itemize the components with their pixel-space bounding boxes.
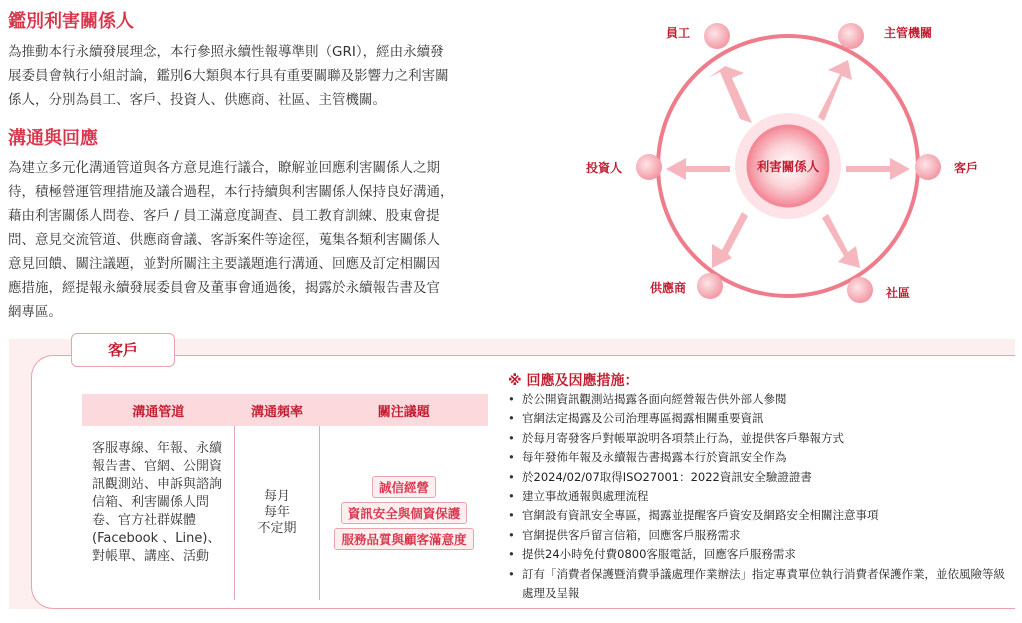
response-item: • 官網法定揭露及公司治理專區揭露相關重要資訊 <box>508 409 1013 428</box>
center-label: 利害關係人 <box>756 159 820 174</box>
response-item: • 每年發佈年報及永續報告書揭露本行於資訊安全作為 <box>508 448 1013 467</box>
topic-badge: 服務品質與顧客滿意度 <box>334 528 473 550</box>
response-item: • 官網設有資訊安全專區，揭露並提醒客戶資安及網路安全相關注意事項 <box>508 506 1013 525</box>
customer-communication-table <box>82 394 488 600</box>
customer-tab: 客戶 <box>71 333 175 367</box>
communication-line: 藉由利害關係人問卷、客戶 / 員工滿意度調查、員工教育訓練、股東會提 <box>8 208 440 224</box>
identify-line: 展委員會執行小組討論，鑑別6大類與本行具有重要關聯及影響力之利害關 <box>8 68 449 84</box>
header-frequency: 溝通頻率 <box>235 394 320 426</box>
node-supplier <box>697 273 723 299</box>
label-customer: 客戶 <box>954 161 979 175</box>
response-item: • 於2024/02/07取得ISO27001：2022資訊安全驗證證書 <box>508 468 1013 487</box>
arrow-customer <box>846 158 910 180</box>
label-investor: 投資人 <box>585 161 622 175</box>
section-title-identify: 鑑別利害關係人 <box>8 11 134 32</box>
frequency-item: 每月 <box>263 489 290 504</box>
section-title-communication: 溝通與回應 <box>8 128 98 149</box>
communication-line: 應措施，經提報永續發展委員會及董事會通過後，揭露於永續報告書及官 <box>8 280 440 296</box>
topic-badge: 誠信經營 <box>372 476 436 498</box>
channels-text: 客服專線、年報、永續報告書、官網、公開資訊觀測站、申訴與諮詢信箱、利害關係人問卷、官方社群媒體 (Facebook 、Line)、對帳單、講座、活動 <box>92 441 223 564</box>
label-employee: 員工 <box>665 26 690 40</box>
cell-frequency <box>235 426 320 600</box>
response-item: • 官網提供客戶留言信箱，回應客戶服務需求 <box>508 526 1013 545</box>
response-item: • 於每月寄發客戶對帳單說明各項禁止行為，並提供客戶舉報方式 <box>508 429 1013 448</box>
arrow-supplier <box>712 212 748 268</box>
stakeholder-diagram <box>570 0 1022 330</box>
communication-line: 為建立多元化溝通管道與各方意見進行議合，瞭解並回應利害關係人之期 <box>8 160 440 176</box>
communication-line: 問、意見交流管道、供應商會議、客訴案件等途徑，蒐集各類利害關係人 <box>8 232 440 248</box>
arrow-employee <box>708 66 752 123</box>
response-item: • 建立事故通報與處理流程 <box>508 487 1013 506</box>
topic-badge: 資訊安全與個資保護 <box>341 502 468 524</box>
label-regulator: 主管機關 <box>884 26 933 40</box>
header-topics: 關注議題 <box>320 394 489 426</box>
response-item: • 提供24小時免付費0800客服電話，回應客戶服務需求 <box>508 545 1013 564</box>
response-list <box>508 390 1013 603</box>
node-community <box>847 277 873 303</box>
arrow-community <box>822 214 860 268</box>
node-investor <box>636 154 662 180</box>
node-employee <box>704 23 730 49</box>
header-channel: 溝通管道 <box>82 394 235 426</box>
communication-line: 意見回饋、關注議題，並對所關注主要議題進行溝通、回應及訂定相關因 <box>8 256 440 272</box>
response-item: • 訂有「消費者保護暨消費爭議處理作業辦法」指定專責單位執行消費者保護作業，並依風險等級處理及呈報 <box>508 565 1013 604</box>
node-customer <box>915 154 941 180</box>
communication-line: 待，積極營運管理措施及議合過程，本行持續與利害關係人保持良好溝通， <box>8 184 454 200</box>
response-item: • 於公開資訊觀測站揭露各面向經營報告供外部人參閱 <box>508 390 1013 409</box>
label-supplier: 供應商 <box>649 281 686 295</box>
communication-paragraph <box>8 156 508 324</box>
node-regulator <box>838 23 864 49</box>
communication-line: 網專區。 <box>8 304 62 320</box>
frequency-item: 每年 <box>263 505 290 520</box>
cell-channels <box>82 426 235 600</box>
customer-panel <box>9 339 1015 609</box>
response-title: ※ 回應及因應措施： <box>508 373 639 389</box>
arrow-investor <box>666 158 730 180</box>
identify-line: 係人，分別為員工、客戶、投資人、供應商、社區、主管機關。 <box>8 92 386 108</box>
label-community: 社區 <box>886 286 911 300</box>
cell-topics <box>320 426 489 600</box>
arrow-regulator <box>818 60 852 121</box>
identify-paragraph <box>8 40 508 112</box>
frequency-item: 不定期 <box>257 521 297 536</box>
identify-line: 為推動本行永續發展理念，本行參照永續性報導準則（GRI），經由永續發 <box>8 44 444 60</box>
customer-panel-card <box>31 355 1015 609</box>
